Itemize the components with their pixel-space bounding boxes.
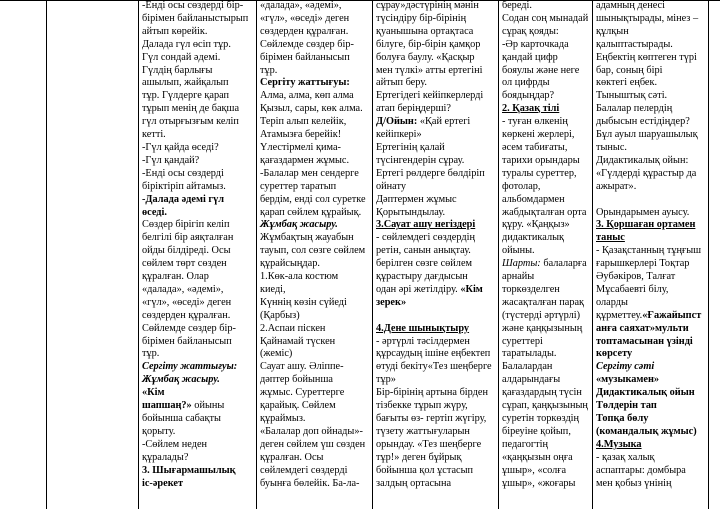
cell-text-line: құралған. Осы bbox=[260, 451, 324, 463]
cell-text-line: Бұл ауыл шаруашылық bbox=[596, 129, 698, 141]
cell-text-line: орындау. «Тез шеңберге bbox=[376, 438, 482, 450]
cell-text-line: құралады? bbox=[142, 451, 189, 463]
cell-text-line: қағаздармен жұмыс. bbox=[260, 154, 350, 166]
cell-text-line: береді. bbox=[502, 0, 532, 11]
cell-text-line: әсем табиғаты, bbox=[502, 141, 568, 153]
cell-text-line: «гүл», «өседі» деген bbox=[142, 296, 232, 308]
cell-text-line: Д/Ойын: «Қай ертегі bbox=[376, 116, 471, 128]
cell-text-line: Қайнамай түскен bbox=[260, 335, 336, 347]
cell-text-line: бойынша сабақты bbox=[142, 413, 221, 424]
cell-text-line: Далада гүл өсіп тұр. bbox=[142, 38, 231, 50]
cell-text-line: суреттер таратып bbox=[260, 180, 337, 192]
cell-text-line: іс-әрекет bbox=[142, 477, 184, 489]
cell-text-line: мен түлкі» атты ертегіні bbox=[376, 64, 483, 76]
cell-text-line: Ертегі рөлдерге бөлдіріп bbox=[376, 167, 485, 179]
cell-text-line: (командалық жұмыс) bbox=[596, 425, 697, 437]
cell-text-line: қарайық. Сөйлем bbox=[260, 400, 336, 412]
cell-text-line: түсінгендерін сұрау. bbox=[376, 154, 465, 166]
cell-text-line: тізбекке тұрып жүру, bbox=[376, 400, 468, 412]
cell-text-line: Сауат ашу. Әліппе- bbox=[260, 361, 344, 373]
cell-text-line: айтып беру. bbox=[376, 77, 427, 89]
cell-text-line: көктегі еңбек. bbox=[596, 77, 658, 89]
cell-text-line: Сөйлемде сөздер бір- bbox=[260, 38, 354, 50]
cell-text-line: «Кім bbox=[142, 387, 165, 399]
cell-text-line: тыныс. bbox=[596, 141, 627, 153]
cell-text-line: туралы суреттер, bbox=[502, 167, 577, 179]
cell-text-line: тұр. bbox=[142, 348, 160, 360]
cell-text-line: ойнату bbox=[376, 180, 406, 192]
cell-text-line: ажырат». bbox=[596, 180, 637, 192]
cell-text-line: және қаңқызының bbox=[502, 322, 583, 334]
cell-text-line: бар, соның бірі bbox=[596, 64, 663, 76]
cell-text-line: анға саяхат»мульти bbox=[596, 322, 689, 334]
cell-text-line: тұр!» деген бұйрық bbox=[376, 451, 462, 463]
cell-text-line: жасақталған парақ bbox=[502, 296, 585, 308]
cell-text-line: -Әр карточкада bbox=[502, 38, 569, 50]
cell-text-line: Сөйлемде сөздер бір- bbox=[142, 322, 236, 334]
cell-text-line: шынықтырады, мінез – bbox=[596, 12, 699, 24]
cell-text-line: бердім, енді сол суретке bbox=[260, 193, 366, 205]
cell-text-line: «музыкамен» bbox=[596, 374, 660, 386]
cell-text-line: -Сөйлем неден bbox=[142, 438, 208, 450]
table-column-empty bbox=[47, 0, 138, 509]
table-right-border bbox=[708, 0, 709, 509]
cell-text-line: Қорытындылау. bbox=[376, 206, 446, 218]
cell-text-line: қорыту. bbox=[142, 425, 176, 437]
cell-text-line: Сергіту сәті bbox=[596, 361, 655, 373]
cell-text-line: Әубәкіров, Талғат bbox=[596, 271, 676, 283]
cell-text-line: құрастыру дағдысын bbox=[376, 271, 468, 283]
cell-text-line: аспаптары: домбыра bbox=[596, 464, 686, 476]
cell-text-line: педагогтің bbox=[502, 438, 548, 450]
cell-text-line: 4.Музыка bbox=[596, 438, 642, 450]
cell-text-line: білуге, бір-бірін қамқор bbox=[376, 38, 481, 50]
cell-text-line: 3. Қоршаған ортамен bbox=[596, 219, 696, 231]
cell-text-line: -Енді осы сөздерді bbox=[142, 167, 224, 179]
cell-text-line: бірімен байланыстырып bbox=[142, 12, 249, 24]
cell-text-line: (жеміс) bbox=[260, 348, 293, 360]
cell-text-line: таныс bbox=[596, 232, 625, 244]
cell-text-line: құру. «Қаңқыз» bbox=[502, 219, 570, 231]
cell-text-line: 2.Аспаи піскен bbox=[260, 322, 326, 334]
cell-text-line: адамның денесі bbox=[596, 0, 665, 11]
cell-text-line: берілген сөзге сөйлем bbox=[376, 258, 473, 270]
table-column-1 bbox=[139, 0, 256, 509]
cell-text-line: деген сөйлем үш сөзден bbox=[260, 438, 366, 450]
cell-text-line: тұр» bbox=[376, 374, 396, 386]
cell-text-line: Шарты: балаларға bbox=[502, 258, 587, 270]
cell-text-line: «қаңқызын оңға bbox=[502, 451, 573, 463]
cell-text-line: Балалардан bbox=[502, 361, 553, 373]
cell-text-line: «далада», «әдемі», bbox=[260, 0, 342, 11]
cell-text-line: -Енді осы сөздерді бір- bbox=[142, 0, 244, 11]
cell-text-line: қандай цифр bbox=[502, 51, 558, 63]
cell-text-line: киеді, bbox=[260, 283, 286, 295]
cell-text-line: суреттері bbox=[502, 335, 543, 347]
cell-text-line: Дидактикалық ойын bbox=[596, 387, 695, 399]
cell-text-line: Сергіту жаттығуы: bbox=[260, 77, 350, 89]
cell-text-line: бірімен байланысып bbox=[260, 51, 350, 63]
cell-text-line: Топқа бөлу bbox=[596, 413, 649, 424]
cell-text-line: айтып көрейік. bbox=[142, 25, 208, 37]
cell-text-line: өтуді бекіту«Тез шеңберге bbox=[376, 361, 492, 373]
cell-text-line: ғарышкерлері Тоқтар bbox=[596, 258, 690, 270]
cell-text-line: бағыты өз- гертіп жүгіру, bbox=[376, 413, 487, 424]
cell-text-line: атап беріңдерші? bbox=[376, 103, 451, 115]
cell-text-line bbox=[596, 194, 706, 207]
cell-text-line: 2. Қазақ тілі bbox=[502, 103, 560, 115]
cell-text-line: (түстерді әртүрлі) bbox=[502, 309, 581, 321]
cell-text-line: тауып, сол сөзге сөйлем bbox=[260, 245, 366, 257]
cell-text-line: өседі. bbox=[142, 206, 167, 218]
cell-text-line: Күннің көзін сүйеді bbox=[260, 296, 347, 308]
cell-text-line: -Далада әдемі гүл bbox=[142, 193, 225, 205]
cell-text-line: -Балалар мен сендерге bbox=[260, 167, 359, 179]
cell-text-line: -Гүл қайда өседі? bbox=[142, 141, 219, 153]
cell-text-line: фотолар, bbox=[502, 180, 541, 192]
cell-text-line: сөздерден құралған. bbox=[260, 25, 349, 37]
cell-text-line: көрсету bbox=[596, 348, 633, 360]
cell-text-line: тұр. Гүлдерге қарап bbox=[142, 90, 230, 102]
cell-text-line: сұрап, қаңқызының bbox=[502, 400, 588, 412]
cell-text-line: торкөзделген bbox=[502, 283, 560, 295]
cell-text-line: буынға бөлейік. Ба-ла- bbox=[260, 477, 360, 489]
table-column-3 bbox=[373, 0, 498, 509]
table-column-5 bbox=[593, 0, 708, 509]
cell-text-line: гүл отырғызғым келіп bbox=[142, 116, 239, 128]
cell-text-line: мен қобыз үнінің bbox=[596, 477, 672, 489]
cell-text-line: Сөздер бірігіп келіп bbox=[142, 219, 230, 231]
cell-text-line: Сергіту жаттығуы: bbox=[142, 361, 238, 373]
cell-text-line: Мұсабаевті білу, bbox=[596, 283, 669, 295]
cell-text-line: түзету жаттығуларын bbox=[376, 425, 470, 437]
cell-text-line: Дидактикалық ойын: bbox=[596, 154, 689, 166]
cell-text-line: тұр. bbox=[260, 64, 278, 76]
cell-text-line: түсіндіру бір-бірінің bbox=[376, 12, 467, 24]
cell-text-line: бояулы және неге bbox=[502, 64, 580, 76]
table-column-2 bbox=[257, 0, 372, 509]
cell-text-line: альбомдармен bbox=[502, 193, 565, 205]
cell-text-line: ашылып, жайқалып bbox=[142, 77, 229, 89]
cell-text-line: Ертегідегі кейіпкерлерді bbox=[376, 90, 484, 102]
cell-text-line: кейіпкері» bbox=[376, 129, 422, 141]
cell-text-line: Еңбектің көптеген түрі bbox=[596, 51, 697, 63]
cell-text-line: қуанышына ортақтаса bbox=[376, 25, 474, 37]
cell-text-line: сұрақ қояды: bbox=[502, 25, 559, 37]
cell-text-line: Балалар пелердің bbox=[596, 103, 673, 115]
cell-text-line: ойыны. bbox=[502, 245, 535, 257]
cell-text-line: сөйлемдегі сөздерді bbox=[260, 464, 348, 476]
cell-text-line: құралған. Олар bbox=[142, 271, 209, 283]
cell-text-line: дәптер бойынша bbox=[260, 374, 333, 386]
cell-text-line: - сөйлемдегі сөздердің bbox=[376, 232, 475, 244]
cell-text-line: Жұмбақтың жауабын bbox=[260, 232, 354, 244]
cell-text-line: құрайсыңдар. bbox=[260, 258, 320, 270]
cell-text-line: 3. Шығармашылық bbox=[142, 464, 236, 476]
cell-text-line: көркені жерлері, bbox=[502, 129, 575, 141]
cell-text-line: құраймыз. bbox=[260, 413, 306, 424]
cell-text-line: топтамасынан үзінді bbox=[596, 335, 693, 347]
cell-text-line: Гүл сондай әдемі. bbox=[142, 51, 221, 63]
cell-text-line: зерек» bbox=[376, 296, 407, 308]
cell-text-line: -Гүл қандай? bbox=[142, 154, 200, 166]
cell-text-line: Жұмбақ жасыру. bbox=[142, 374, 220, 386]
cell-text-line: Теріп алып келейік, bbox=[260, 116, 347, 128]
cell-text-line: қарап сөйлем құрайық. bbox=[260, 206, 362, 218]
cell-text-line: біріктіріп айтамыз. bbox=[142, 180, 226, 192]
cell-text-line: залдың ортасына bbox=[376, 477, 452, 489]
cell-text-line: 1.Көк-ала костюм bbox=[260, 271, 339, 283]
cell-text-line: оларды bbox=[596, 296, 628, 308]
cell-text-line: жұмыс. Суреттерге bbox=[260, 387, 345, 399]
cell-text-line: сөйлем төрт сөзден bbox=[142, 258, 227, 270]
cell-text-line: Алма, алма, көп алма bbox=[260, 90, 354, 102]
cell-text-line: болуға баулу. «Қасқыр bbox=[376, 51, 475, 63]
cell-text-line: дидактикалық bbox=[502, 232, 565, 244]
cell-text-line: одан әрі жетілдіру. «Кім bbox=[376, 283, 483, 295]
cell-text-line: боядыңдар? bbox=[502, 90, 555, 102]
cell-text-line: қалыптастырады. bbox=[596, 38, 673, 50]
cell-text-line: белгілі бір аяқталған bbox=[142, 232, 234, 244]
cell-text-line: Төлдерін тап bbox=[596, 400, 657, 412]
cell-text-line: арнайы bbox=[502, 271, 535, 283]
cell-text-line: Ертегінің қалай bbox=[376, 141, 445, 153]
cell-text-line: бойынша қол ұстасып bbox=[376, 464, 474, 476]
cell-text-line: ұшыр», «жоғары bbox=[502, 477, 576, 489]
cell-text-line: сұрау»дәстүрінің мәнін bbox=[376, 0, 479, 11]
cell-text-line: тұрып менің де бақша bbox=[142, 103, 240, 115]
cell-text-line: - қазақ халық bbox=[596, 451, 655, 463]
cell-text-line: Қызыл, сары, көк алма. bbox=[260, 103, 363, 115]
cell-text-line: құрметтеу.«Ғажайыпст bbox=[596, 309, 702, 321]
cell-text-line: Бір-бірінің артына бірден bbox=[376, 387, 489, 399]
cell-text-line: «Гүлдерді құрастыр да bbox=[596, 167, 697, 179]
cell-text-line: Тыныштық сәті. bbox=[596, 90, 668, 102]
cell-text-line: ұшыр», «солға bbox=[502, 464, 567, 476]
cell-text-line: бірімен байланысып bbox=[142, 335, 232, 347]
cell-text-line: Жұмбақ жасыру. bbox=[260, 219, 338, 231]
cell-text-line: құлқын bbox=[596, 25, 629, 37]
cell-text-line: 4.Дене шынықтыру bbox=[376, 322, 470, 334]
cell-text-line: ол цифрды bbox=[502, 77, 550, 89]
cell-text-line: құрсаудың ішіне еңбектеп bbox=[376, 348, 491, 360]
table-column-4 bbox=[499, 0, 592, 509]
cell-text-line: - Қазақстанның тұңғыш bbox=[596, 245, 702, 257]
cell-text-line: қағаздардың түсін bbox=[502, 387, 582, 399]
cell-text-line: кетті. bbox=[142, 129, 166, 141]
cell-text-line: «гүл», «өседі» деген bbox=[260, 12, 350, 24]
cell-text-line: ойды білдіреді. Осы bbox=[142, 245, 231, 257]
cell-text-line: сөздерден құралған. bbox=[142, 309, 231, 321]
cell-text-line: Дәптермен жұмыс bbox=[376, 193, 457, 205]
cell-text-line: Атамызға берейік! bbox=[260, 129, 342, 141]
cell-text-line: - әртүрлі тәсілдермен bbox=[376, 335, 470, 347]
cell-text-line: «далада», «әдемі», bbox=[142, 283, 224, 295]
cell-text-line: жабдықталған орта bbox=[502, 206, 587, 218]
cell-text-line: біреуіне қойып, bbox=[502, 425, 571, 437]
cell-text-line: Содан соң мынадай bbox=[502, 12, 589, 24]
cell-text-line: Үлестірмелі қима- bbox=[260, 141, 341, 153]
cell-text-line: - туған өлкенің bbox=[502, 116, 568, 128]
cell-text-line: (Қарбыз) bbox=[260, 309, 300, 321]
cell-text-line: 3.Сауат ашу негіздері bbox=[376, 219, 476, 231]
cell-text-line: дыбысын естідіңдер? bbox=[596, 116, 690, 128]
cell-text-line bbox=[376, 310, 496, 323]
cell-text-line: «Балалар доп ойнады»- bbox=[260, 425, 363, 437]
cell-text-line: ретін, санын анықтау. bbox=[376, 245, 471, 257]
cell-text-line: Орындарымен ауысу. bbox=[596, 206, 690, 218]
cell-text-line: таратылады. bbox=[502, 348, 557, 360]
cell-text-line: шапшаң?» ойыны bbox=[142, 400, 225, 412]
cell-text-line: Гүлдің барлығы bbox=[142, 64, 213, 76]
cell-text-line: суретін торкөздің bbox=[502, 413, 580, 424]
cell-text-line: тарихи орындары bbox=[502, 154, 580, 166]
cell-text-line: алдарындағы bbox=[502, 374, 561, 386]
